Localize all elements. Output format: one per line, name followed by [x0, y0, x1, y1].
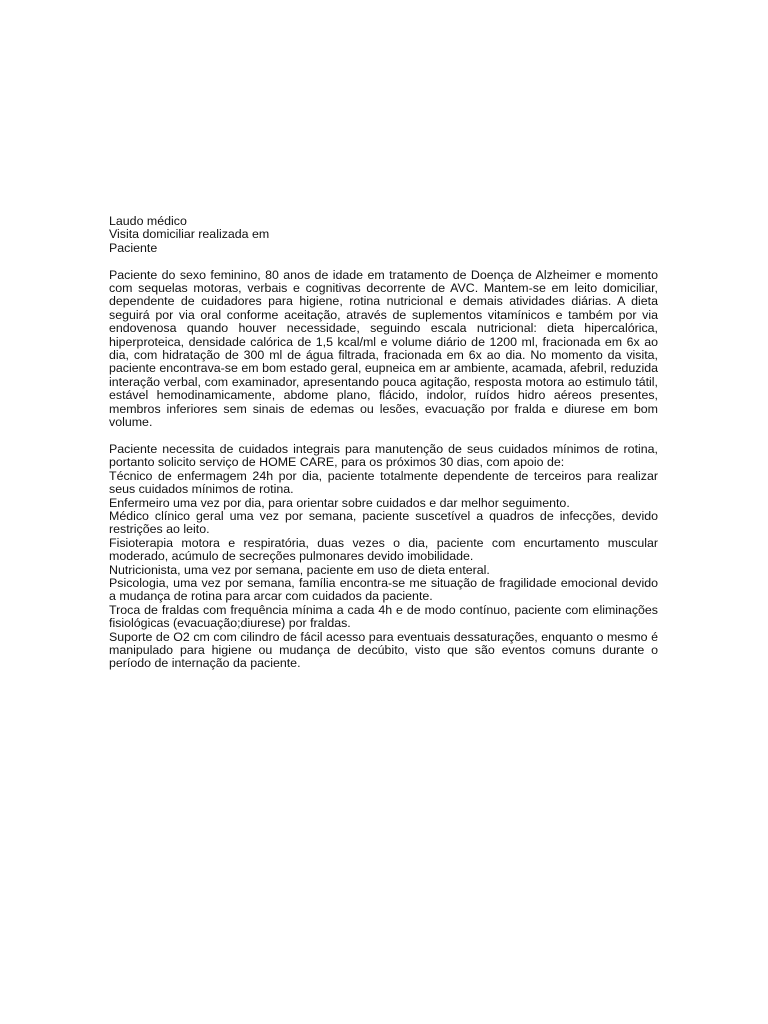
service-item-diaper-change: Troca de fraldas com frequência mínima a cada 4h e de modo contínuo, paciente com eliminações fisiológicas (evacuação;diurese) por fraldas. [109, 602, 658, 631]
spacer [109, 255, 658, 268]
request-intro-paragraph: Paciente necessita de cuidados integrais para manutenção de seus cuidados mínimos de rotina, portanto solicito serviço de HOME CARE, para os próximos 30 dias, com apoio de: [109, 441, 658, 470]
service-item-oxygen-support: Suporte de O2 cm com cilindro de fácil acesso para eventuais dessaturações, enquanto o mesmo é manipulado para higiene ou mudança de decúbito, visto que são eventos comuns durante o período de internação da paciente. [109, 629, 658, 671]
service-item-nursing-technician: Técnico de enfermagem 24h por dia, paciente totalmente dependente de terceiros para realizar seus cuidados mínimos de rotina. [109, 468, 658, 497]
service-item-nutritionist: Nutricionista, uma vez por semana, paciente em uso de dieta enteral. [109, 562, 490, 577]
service-item-physician: Médico clínico geral uma vez por semana, paciente suscetível a quadros de infecções, devido restrições ao leito. [109, 508, 658, 537]
patient-line: Paciente [109, 240, 158, 255]
spacer [109, 429, 658, 442]
visit-line: Visita domiciliar realizada em [109, 227, 270, 242]
service-item-physiotherapy: Fisioterapia motora e respiratória, duas vezes o dia, paciente com encurtamento muscular moderado, acúmulo de secreções pulmonares devido imobilidade. [109, 535, 658, 564]
document-body [109, 215, 658, 671]
service-item-nurse: Enfermeiro uma vez por dia, para orientar sobre cuidados e dar melhor seguimento. [109, 495, 570, 510]
document-title: Laudo médico [109, 214, 187, 228]
clinical-summary-paragraph: Paciente do sexo feminino, 80 anos de idade em tratamento de Doença de Alzheimer e momento com sequelas motoras, verbais e cognitivas decorrente de AVC. Mantem-se em leito domiciliar, dependente de cuidadores para higiene, rotina nutricional e demais atividades diárias. A dieta seguirá por via oral conforme aceitação, através de suplementos vitamínicos e também por via endovenosa quando houver necessidade, seguindo escala nutricional: dieta hipercalórica, hiperproteica, densidade calórica de 1,5 kcal/ml e volume diário de 1200 ml, fracionada em 6x ao dia, com hidratação de 300 ml de água filtrada, fracionada em 6x ao dia. No momento da visita, paciente encontrava-se em bom estado geral, eupneica em ar ambiente, acamada, afebril, reduzida interação verbal, com examinador, apresentando pouca agitação, resposta motora ao estimulo tátil, estável hemodinamicamente, abdome plano, flácido, indolor, ruídos hidro aéreos presentes, membros inferiores sem sinais de edemas ou lesões, evacuação por fralda e diurese em bom volume. [109, 267, 658, 430]
service-item-psychology: Psicologia, uma vez por semana, família encontra-se me situação de fragilidade emocional devido a mudança de rotina para arcar com cuidados da paciente. [109, 575, 658, 604]
